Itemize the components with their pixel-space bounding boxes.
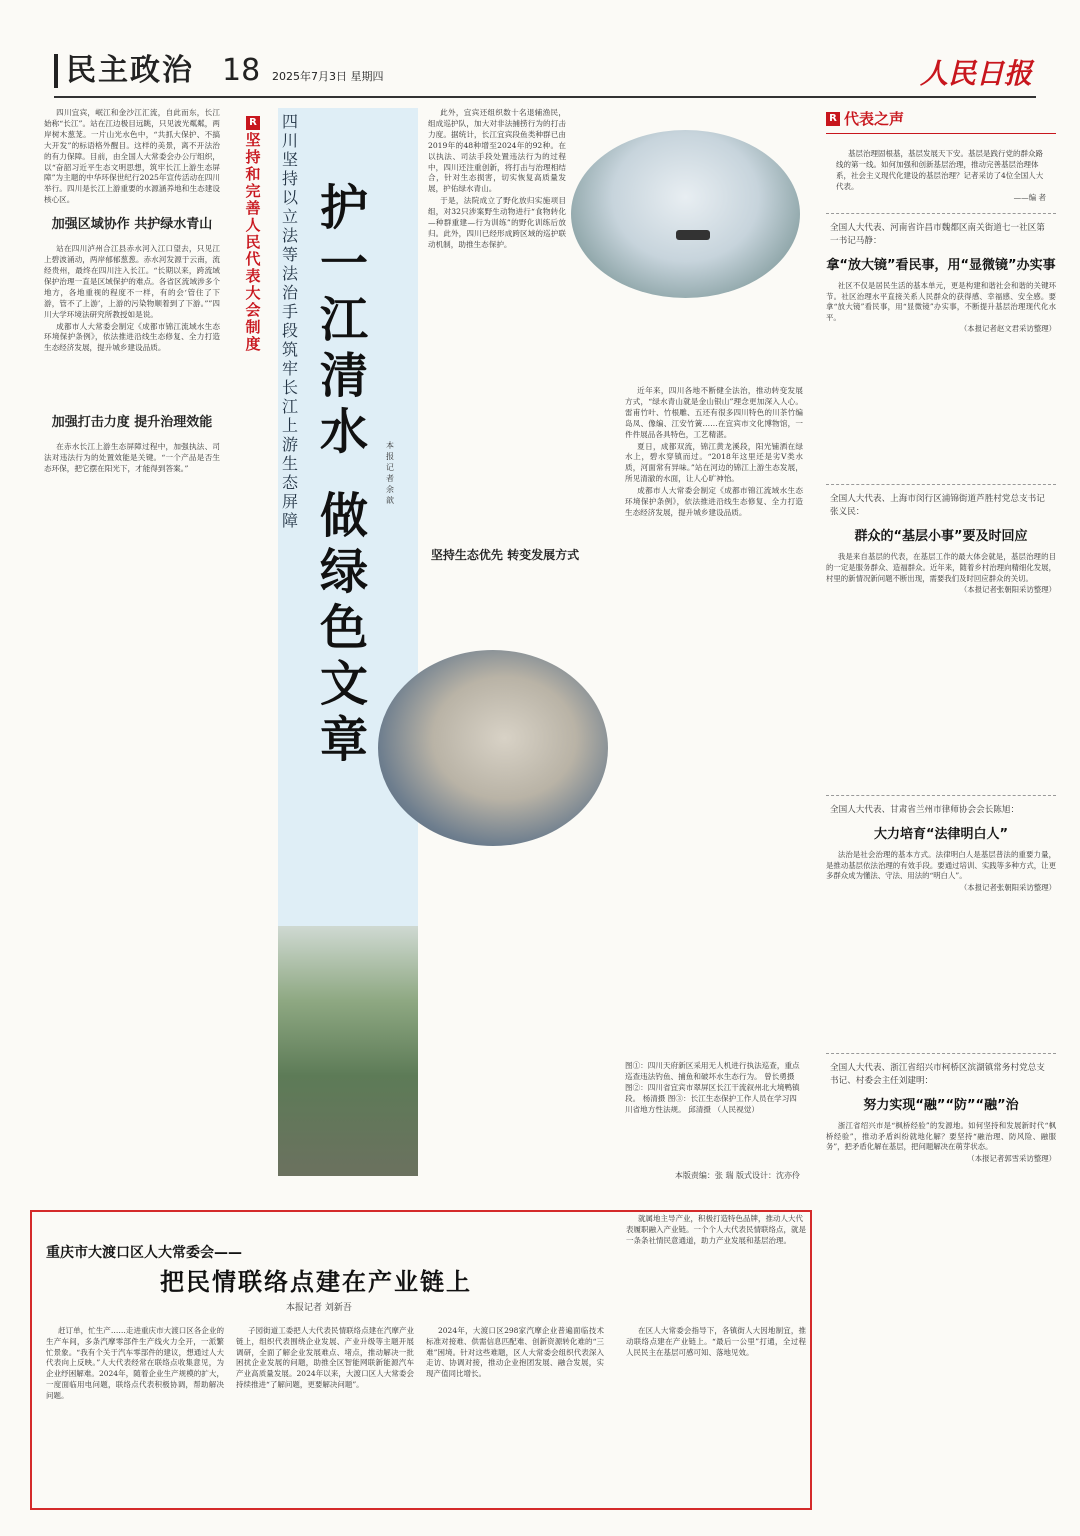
voice-title: 努力实现“融”“防”“融”治 xyxy=(863,1097,1019,1113)
voice-speaker: 全国人大代表、浙江省绍兴市柯桥区滨湖镇常务村党总支书记、村委会主任刘建明： xyxy=(830,1062,1045,1086)
feature-title-line2: 做绿色文章 xyxy=(319,488,368,768)
voices-intro xyxy=(836,148,1046,203)
article-col2-text: 子园街道工委把人大代表民情联络点建在汽摩产业链上，组织代表围绕企业发展、产业升级等主题开展调研，全面了解企业发展难点、堵点，推动解决一批困扰企业发展的问题，助推全区智能网联新能源汽车产业高质量发展。2024年以来，大渡口区人大常委会持续推进“了解问题，更要解决问题”。 xyxy=(236,1326,414,1389)
col4-bot-text: 成都市人大常委会制定《成都市锦江流域水生态环境保护条例》，依法推进沿线生态修复、全力打造生态经济发展，提升城乡建设品质。 xyxy=(625,486,803,517)
voice-title: 大力培育“法律明白人” xyxy=(873,827,1009,843)
voice-credit: （本报记者赵文君采访整理） xyxy=(959,324,1056,334)
voice-item xyxy=(826,484,1056,595)
voice-item xyxy=(826,213,1056,334)
col1-bot-text: 在赤水长江上游生态屏障过程中，加强执法、司法对违法行为的处置效能是关键。“一个产品是否生态环保，把它摆在阳光下，才能得到答案。” xyxy=(44,442,220,474)
voices-title: 代表之声 xyxy=(844,110,905,128)
article-top-right-text: 就属地主导产业，积极打造特色品牌，推动人大代表履职融入产业链。一个个人大代表民情联络点，就是一条条社情民意通道，助力产业发展和基层治理。 xyxy=(626,1214,806,1245)
subhead-enforcement: 加强打击力度 提升治理效能 xyxy=(51,415,213,431)
voice-speaker: 全国人大代表、上海市闵行区浦锦街道芦胜村党总支书记张义民： xyxy=(830,494,1045,518)
voice-title: 群众的“基层小事”要及时回应 xyxy=(854,529,1028,545)
article-col4-text: 在区人大常委会指导下，各镇街人大因地制宜，推动联络点建在产业链上。“最后一公里”打通，全过程人民民主在基层可感可知、落地见效。 xyxy=(626,1326,806,1357)
voices-badge: R xyxy=(826,112,840,126)
voice-credit: （本报记者郭雪采访整理） xyxy=(967,1153,1056,1163)
article-headline: 把民情联络点建在产业链上 xyxy=(160,1267,472,1296)
feature-byline: 本报记者 余 歆 xyxy=(386,441,394,505)
article-kicker: 重庆市大渡口区人大常委会—— xyxy=(46,1245,242,1261)
article-column-2 xyxy=(236,1326,414,1506)
subhead-green: 坚持生态优先 转变发展方式 xyxy=(430,548,580,562)
issue-date: 2025年7月3日 星期四 xyxy=(272,70,384,83)
voice-title: 拿“放大镜”看民事，用“显微镜”办实事 xyxy=(826,258,1056,273)
article-column-3 xyxy=(426,1326,604,1506)
masthead-rule xyxy=(54,96,1036,98)
voice-body: 社区不仅是居民生活的基本单元，更是构建和谐社会和谐的关键环节。社区治理水平直接关系人民群众的获得感、幸福感、安全感。要拿“放大镜”看民事，用“显微镜”办实事，不断提升基层治理现代化水平。 xyxy=(826,281,1056,322)
chongqing-article-box xyxy=(30,1210,812,1510)
series-label-text: 坚持和完善人民代表大会制度 xyxy=(245,131,261,353)
article-column-1 xyxy=(46,1326,224,1506)
voices-intro-text: 基层治理固根基，基层发展天下安。基层是践行党的群众路线的第一线。如何加强和创新基层治理，推动完善基层治理体系，社会主义现代化建设的基层治理？记者采访了4位全国人大代表。 xyxy=(836,149,1044,191)
yangtze-aerial-photo xyxy=(278,926,418,1176)
voice-item xyxy=(826,1053,1056,1164)
voice-item xyxy=(826,795,1056,893)
col3-top-text: 此外，宜宾还组织数十名退辅渔民，组成巡护队，加大对非法捕捞行为的打击力度。据统计，长江宜宾段鱼类种群已由2019年的48种增至2024年的92种。在以执法、司法手段处置违法行为的过程中，四川还注重创新，将打击与治理相结合，针对生态损害，切实恢复高质量发展，护佑绿水青山。 xyxy=(428,108,566,194)
voice-body: 浙江省绍兴市是“枫桥经验”的发源地。如何坚持和发展新时代“枫桥经验”，推动矛盾纠纷就地化解？要坚持“融治理、防风险、融服务”，把矛盾化解在基层，把问题解决在萌芽状态。 xyxy=(826,1120,1056,1152)
subhead-regional: 加强区域协作 共护绿水青山 xyxy=(51,217,213,233)
col1-top-text: 四川宜宾，岷江和金沙江汇流，自此而东，长江始称“长江”。站在江边极目远眺，只见波光粼粼，两岸树木葱茏。一片山光水色中，“共抓大保护、不搞大开发”的标语格外醒目。这样的美景，离不开法治的有力保障。目前，由全国人大常委会办公厅组织，以“奋韶习近平生态文明思想，筑牢长江上游生态屏障”为主题的中华环保世纪行2025年宣传活动在四川举行。四川是长江上游重要的水源涵养地和生态建设核心区。 xyxy=(44,108,220,205)
voice-credit: （本报记者张朝阳采访整理） xyxy=(959,585,1056,595)
editor-credit: 本版责编：张 瑞 版式设计：沈亦伶 xyxy=(674,1171,800,1180)
masthead xyxy=(0,0,1080,96)
photo-caption: 图①：四川天府新区采用无人机进行执法巡查，重点巡查违法钓鱼、捕鱼和破坏水生态行为。 曾长勇摄 图②：四川省宜宾市翠屏区长江干流叙州北大境鸭镇段。 杨清摄 图③：长江生态保护工作人员在学习四川省地方性法规。 邱清摄 （人民视觉） xyxy=(625,1061,800,1114)
col4-mid-text: 夏日，成都双流，锦江黄龙溪段，阳光铺洒在绿水上，碧水穿镇而过。“2018年这里还是劣V类水质，河面常有异味。”站在河边的锦江上游生态发展，所见清澈的水面，让人心旷神怡。 xyxy=(625,441,803,484)
feature-title xyxy=(316,180,372,768)
section-name: 民主政治 xyxy=(54,54,194,88)
voices-header xyxy=(826,108,1056,134)
page-number: 18 xyxy=(222,53,261,88)
drone-icon xyxy=(676,230,710,240)
col1-mid-text: 站在四川泸州合江县赤水河入江口望去，只见江上碧波涌动，两岸郁郁葱葱。赤水河发源于云南，流经贵州，最终在四川注入长江。“长期以来，跨流域保护治理一直是区域保护的难点。各省区流域涉多个地方，各地重视的程度不一样，有的会‘管住了下游，管不了上游’，上游的污染物顺着到了下游。””四川大学环境法研究所教授如是说。 xyxy=(44,244,220,319)
article-byline: 本报记者 刘新吾 xyxy=(286,1303,352,1313)
voice-speaker: 全国人大代表、甘肃省兰州市律师协会会长陈旭： xyxy=(830,805,1020,816)
voice-body: 我是来自基层的代表，在基层工作的最大体会就是，基层治理的目的一定是服务群众、造福群众。近年来，随着乡村治理向精细化发展，村里的新情况新问题不断出现，需要我们及时回应群众的关切。 xyxy=(826,552,1056,583)
voice-body: 法治是社会治理的基本方式。法律明白人是基层普法的重要力量，是推动基层依法治理的有效手段。要通过培训、实践等多种方式，让更多群众成为懂法、守法、用法的“明白人”。 xyxy=(826,850,1056,881)
col4-top-text: 近年来，四川各地不断健全法治，推动转变发展方式，“绿水青山就是金山银山”理念更加深入人心。雷甫竹叶、竹根雕、五还有很多四川特色的川茶竹编岛凤、像编、江安竹簧……在宜宾市文化博物馆，一件件展品各具特色，工艺精湛。 xyxy=(625,386,803,439)
feature-column-1 xyxy=(44,108,220,1208)
feature-column-3 xyxy=(428,108,566,648)
voice-speaker: 全国人大代表、河南省许昌市魏都区南关街道七一社区第一书记马静： xyxy=(830,223,1045,246)
article-col1-text: 赶订单，忙生产……走进重庆市大渡口区各企业的生产车间，多条汽摩零部件生产线火力全开，一派繁忙景象。“我有个关于汽车零部件的建议，想通过人大代表向上反映。”人大代表经常在联络点收集意见，为企业纾困解难。2024年，随着企业生产规模的扩大，一度面临用电问题，联络点代表积极协调，帮助解决问题。 xyxy=(46,1326,224,1400)
article-col3-text: 2024年，大渡口区298家汽摩企业普遍面临技术标准对接难、供需信息匹配难、创新资源转化难的“三难”困境。针对这些难题，区人大常委会组织代表深入走访、协调对接，推动企业抱团发展、融合发展，实现产值同比增长。 xyxy=(426,1326,604,1379)
feature-series-label xyxy=(244,112,262,353)
col3-mid-text: 于是，法院成立了野化放归实施项目组，对32只涉案野生动物进行“食物转化—种群重建—行为训练”的野化训练后放归。此外，四川已经形成跨区域的巡护联动机制，助推生态保护。 xyxy=(428,196,566,249)
representative-voices xyxy=(826,100,1056,1500)
feature-subtitle: 四川坚持以立法等法治手段筑牢长江上游生态屏障 xyxy=(281,112,298,530)
staff-study-photo xyxy=(378,650,608,846)
voices-intro-signature: ——编 者 xyxy=(1013,193,1046,202)
drone-river-photo xyxy=(571,130,800,298)
newspaper-logo: 人民日报 xyxy=(919,57,1032,90)
series-badge: R xyxy=(246,116,260,130)
feature-title-line1: 护一江清水 xyxy=(319,180,368,460)
col1-mid-text-2: 成都市人大常委会制定《成都市锦江流域水生态环境保护条例》，依法推进沿线生态修复、全力打造生态经济发展，提升城乡建设品质。 xyxy=(44,321,220,353)
voice-credit: （本报记者张朝阳采访整理） xyxy=(959,882,1056,892)
feature-column-4 xyxy=(625,386,803,1046)
article-column-4 xyxy=(626,1326,806,1506)
